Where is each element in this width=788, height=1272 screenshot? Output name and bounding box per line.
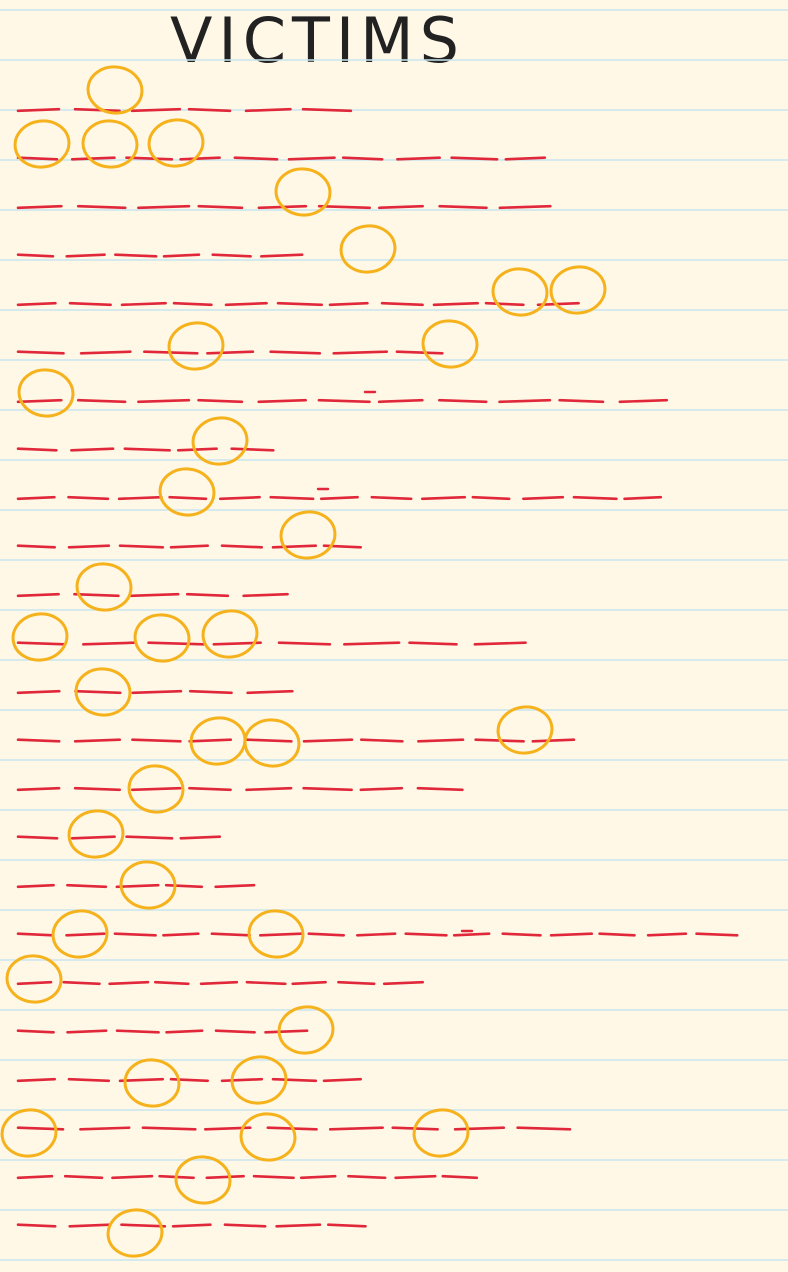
circled-letter-mark	[200, 607, 260, 660]
letter-blank-dash	[338, 982, 374, 984]
letter-blank-dash	[18, 691, 59, 693]
letter-blank-dash	[304, 740, 352, 742]
letter-blank-dash	[443, 1176, 477, 1178]
letter-blank-dash	[119, 497, 161, 499]
letter-blank-dash	[379, 206, 422, 208]
letter-blank-dash	[167, 1031, 203, 1033]
letter-blank-dash	[261, 255, 302, 257]
letter-blank-dash	[271, 352, 320, 354]
letter-blank-dash	[18, 1031, 54, 1033]
letter-blank-dash	[171, 546, 208, 548]
letter-blank-dash	[70, 1225, 110, 1227]
letter-blank-dash	[121, 1225, 164, 1227]
letter-blank-dash	[486, 303, 523, 305]
letter-blank-dash	[454, 934, 489, 936]
circled-letter-mark	[239, 1111, 298, 1162]
letter-blank-dash	[181, 837, 220, 839]
letter-blank-dash	[18, 497, 54, 499]
letter-blank-dash	[232, 449, 274, 451]
letter-blank-dash	[127, 837, 173, 839]
letter-blank-dash	[83, 643, 134, 645]
letter-blank-dash	[132, 109, 180, 111]
letter-blank-dash	[301, 1176, 335, 1178]
letter-blank-dash	[207, 352, 253, 354]
letter-blank-dash	[75, 691, 120, 693]
letter-blank-dash	[304, 788, 352, 790]
letter-blank-dash	[244, 594, 288, 596]
circled-letter-mark	[66, 807, 126, 860]
letter-blank-dash	[122, 303, 166, 305]
letter-blank-dash	[67, 255, 105, 257]
letter-blank-dash	[247, 740, 292, 742]
letter-blank-dash	[199, 206, 242, 208]
letter-blank-dash	[81, 352, 130, 354]
circled-letter-mark	[133, 612, 192, 663]
letter-blank-dash	[226, 303, 267, 305]
letter-blank-dash	[319, 400, 370, 402]
letter-blank-dash	[117, 1031, 159, 1033]
letter-blank-dash	[246, 109, 291, 111]
letter-blank-dash	[225, 1225, 265, 1227]
letter-blank-dash	[70, 303, 111, 305]
letter-blank-dash	[18, 1225, 55, 1227]
letter-blank-dash	[293, 982, 326, 984]
letter-blank-dash	[475, 643, 526, 645]
letter-blank-dash	[138, 206, 189, 208]
letter-blank-dash	[78, 400, 125, 402]
letter-blank-dash	[220, 497, 259, 499]
letter-blank-dash	[473, 497, 509, 499]
letter-blank-dash	[344, 643, 399, 645]
letter-blank-dash	[207, 1176, 244, 1178]
letter-blank-dash	[625, 497, 661, 499]
letter-blank-dash	[18, 788, 59, 790]
letter-blank-dash	[170, 497, 206, 499]
letter-blank-dash	[190, 691, 231, 693]
circled-letter-mark	[5, 953, 64, 1004]
letter-blank-dash	[132, 788, 180, 790]
letter-blank-dash	[279, 643, 330, 645]
letter-blank-dash	[410, 643, 457, 645]
letter-blank-dash	[72, 837, 114, 839]
letter-blank-dash	[117, 885, 159, 887]
letter-blank-dash	[303, 109, 351, 111]
circled-letter-mark	[421, 318, 480, 369]
letter-blank-dash	[222, 1079, 262, 1081]
letter-blank-dash	[648, 934, 686, 936]
letter-blank-dash	[273, 546, 316, 548]
letter-blank-dash	[18, 255, 53, 257]
letter-blank-dash	[324, 1079, 361, 1081]
letter-blank-dash	[330, 1128, 383, 1130]
letter-blank-dash	[74, 594, 118, 596]
letter-blank-dash	[67, 885, 106, 887]
letter-blank-dash	[115, 934, 156, 936]
letter-blank-dash	[235, 158, 277, 160]
letter-blank-dash	[18, 109, 59, 111]
letter-blank-dash	[277, 1225, 320, 1227]
letter-blank-dash	[18, 352, 64, 354]
circled-letter-mark	[174, 1154, 233, 1205]
circled-letter-mark	[338, 222, 398, 275]
letter-blank-dash	[18, 303, 55, 305]
letter-blank-dash	[319, 206, 370, 208]
circled-letter-mark	[75, 561, 134, 612]
letter-blank-dash	[69, 546, 109, 548]
letter-blank-dash	[67, 934, 105, 936]
circled-letter-mark	[123, 1057, 182, 1108]
letter-blank-dash	[18, 885, 54, 887]
circled-letter-mark	[495, 703, 555, 756]
letter-blank-dash	[384, 982, 423, 984]
letter-blank-dash	[379, 400, 422, 402]
letter-blank-dash	[72, 158, 114, 160]
letter-blank-dash	[506, 158, 545, 160]
letter-blank-dash	[199, 400, 242, 402]
letter-blank-dash	[80, 1128, 129, 1130]
letter-blank-dash	[440, 206, 487, 208]
letter-blank-dash	[309, 934, 344, 936]
letter-blank-dash	[247, 982, 285, 984]
letter-blank-dash	[503, 934, 541, 936]
letter-blank-dash	[271, 497, 313, 499]
letter-blank-dash	[187, 594, 228, 596]
letter-blank-dash	[422, 497, 465, 499]
letter-blank-dash	[533, 740, 574, 742]
letter-blank-dash	[574, 497, 617, 499]
letter-blank-dash	[181, 158, 220, 160]
letter-blank-dash	[434, 303, 478, 305]
letter-blank-dash	[178, 449, 216, 451]
letter-blank-dash	[18, 837, 57, 839]
letter-blank-dash	[551, 934, 592, 936]
letter-blank-dash	[78, 206, 125, 208]
letter-blank-dash	[18, 546, 55, 548]
letter-blank-dash	[155, 982, 188, 984]
letter-blank-dash	[361, 788, 402, 790]
letter-blank-dash	[348, 1176, 385, 1178]
circled-letter-mark	[166, 319, 226, 372]
letter-blank-dash	[138, 400, 189, 402]
letter-blank-dash	[321, 497, 357, 499]
circled-letter-mark	[86, 64, 145, 115]
letter-blank-dash	[328, 1225, 365, 1227]
circled-letter-mark	[12, 117, 72, 170]
letter-blank-dash	[18, 594, 59, 596]
circled-letter-mark	[146, 116, 206, 169]
circled-letter-mark	[548, 263, 608, 316]
letter-blank-dash	[343, 158, 382, 160]
letter-blank-dash	[396, 1176, 436, 1178]
letter-blank-dash	[247, 788, 292, 790]
letter-blank-dash	[64, 982, 100, 984]
letter-blank-dash	[600, 934, 635, 936]
letter-blank-dash	[189, 788, 230, 790]
letter-blank-dash	[500, 400, 551, 402]
circled-letter-mark	[0, 1106, 59, 1159]
letter-blank-dash	[189, 109, 230, 111]
letter-blank-dash	[361, 740, 402, 742]
letter-blank-dash	[278, 303, 322, 305]
circled-letter-mark	[278, 508, 338, 561]
letter-blank-dash	[213, 255, 251, 257]
letter-blank-dash	[266, 1031, 308, 1033]
letter-blank-dash	[260, 934, 301, 936]
letter-blank-dash	[18, 982, 51, 984]
letter-blank-dash	[273, 1079, 316, 1081]
circled-letter-mark	[411, 1106, 471, 1159]
circled-letter-mark	[81, 118, 140, 169]
letter-blank-dash	[289, 158, 335, 160]
letter-blank-dash	[18, 1079, 55, 1081]
letter-blank-dash	[357, 934, 395, 936]
letter-blank-dash	[69, 497, 109, 499]
letter-blank-dash	[18, 934, 53, 936]
letter-blank-dash	[439, 400, 486, 402]
letter-blank-dash	[259, 400, 306, 402]
letter-blank-dash	[216, 1031, 255, 1033]
letter-blank-dash	[133, 691, 181, 693]
letter-blank-dash	[18, 449, 56, 451]
letter-blank-dash	[69, 1079, 109, 1081]
letter-blank-dash	[18, 158, 57, 160]
circled-letter-mark	[17, 367, 76, 418]
letter-blank-dash	[75, 109, 120, 111]
letter-blank-dash	[248, 691, 293, 693]
letter-blank-dash	[212, 934, 250, 936]
letter-blank-dash	[222, 546, 262, 548]
letter-blank-dash	[697, 934, 738, 936]
letter-blank-dash	[18, 400, 61, 402]
letter-blank-dash	[216, 885, 255, 887]
letter-blank-dash	[500, 206, 551, 208]
letter-blank-dash	[560, 400, 603, 402]
letter-blank-dash	[372, 497, 411, 499]
letter-blank-dash	[620, 400, 667, 402]
letter-blank-dash	[406, 934, 447, 936]
letter-blank-dash	[190, 740, 231, 742]
letter-blank-dash	[418, 740, 463, 742]
letter-blank-dash	[418, 788, 463, 790]
letter-blank-dash	[166, 885, 202, 887]
letter-blank-dash	[173, 1225, 210, 1227]
letter-blank-dash	[254, 1176, 294, 1178]
letter-blank-dash	[397, 158, 439, 160]
letter-blank-dash	[452, 158, 498, 160]
letter-blank-dash	[143, 1128, 195, 1130]
letter-blank-dash	[18, 1176, 52, 1178]
letter-blank-dash	[523, 497, 562, 499]
page-title-text: VICTIMS	[170, 4, 465, 77]
letter-blank-dash	[201, 982, 237, 984]
letter-blank-dash	[131, 594, 178, 596]
letter-blank-dash	[174, 303, 211, 305]
letter-blank-dash	[65, 1176, 102, 1178]
letter-blank-dash	[163, 934, 198, 936]
letter-blank-dash	[330, 303, 367, 305]
letter-blank-dash	[382, 303, 423, 305]
letter-blank-dash	[397, 352, 442, 354]
letter-blank-dash	[115, 255, 156, 257]
letter-blank-dash	[164, 255, 199, 257]
letter-blank-dash	[18, 643, 65, 645]
letter-blank-dash	[455, 1128, 504, 1130]
letter-blank-dash	[149, 643, 204, 645]
letter-blank-dash	[110, 982, 148, 984]
letter-blank-dash	[71, 449, 113, 451]
letter-blank-dash	[518, 1128, 570, 1130]
letter-blank-dash	[120, 546, 163, 548]
letter-blank-dash	[112, 1176, 152, 1178]
letter-blank-dash	[171, 1079, 208, 1081]
letter-blank-dash	[68, 1031, 107, 1033]
letter-blank-dash	[334, 352, 387, 354]
letter-blank-dash	[75, 740, 120, 742]
letter-blank-dash	[75, 788, 120, 790]
circled-letter-mark	[105, 1206, 165, 1259]
circled-letter-mark	[10, 610, 70, 663]
letter-blank-dash	[132, 740, 180, 742]
letter-blank-dash	[18, 206, 61, 208]
letter-blank-dash	[125, 449, 170, 451]
letter-blank-dash	[18, 740, 59, 742]
circled-letter-mark	[243, 717, 302, 768]
